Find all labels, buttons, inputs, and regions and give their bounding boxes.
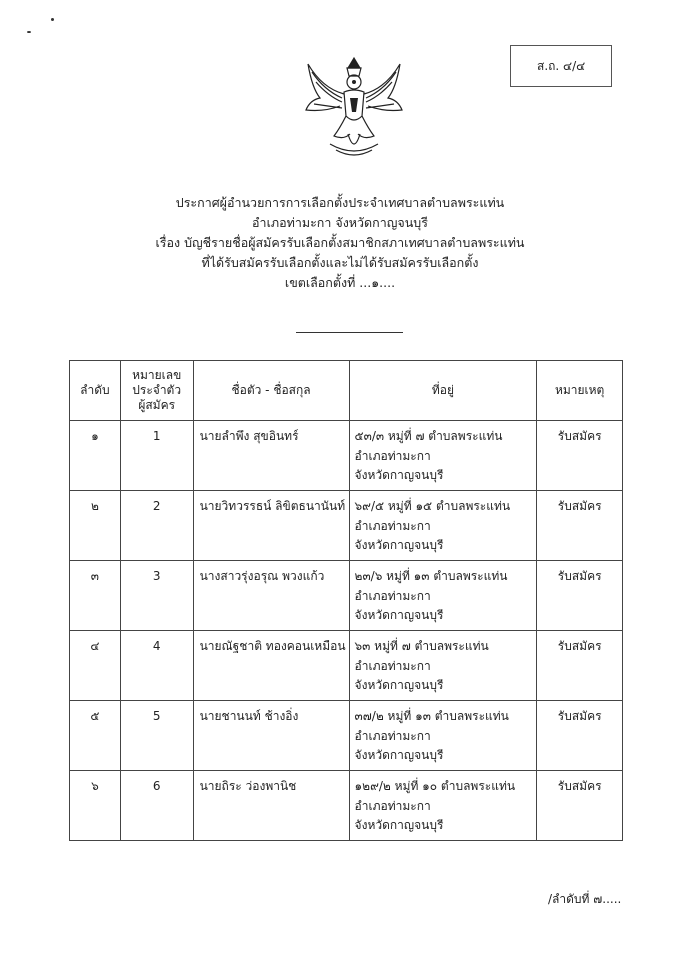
cell-number: 3 bbox=[120, 561, 193, 631]
address-line: ๓๗/๒ หมู่ที่ ๑๓ ตำบลพระแท่น bbox=[354, 709, 509, 723]
header-number-line: ประจำตัว bbox=[132, 383, 182, 397]
candidate-table bbox=[69, 360, 623, 841]
table-row bbox=[70, 491, 623, 561]
cell-order: ๓ bbox=[70, 561, 121, 631]
cell-note: รับสมัคร bbox=[537, 771, 623, 841]
garuda-emblem-icon bbox=[300, 54, 408, 162]
address-line: อำเภอท่ามะกา bbox=[354, 658, 431, 673]
table-header-row bbox=[70, 361, 623, 421]
cell-name: นางสาวรุ่งอรุณ พวงแก้ว bbox=[193, 561, 349, 631]
header-note: หมายเหตุ bbox=[537, 361, 623, 421]
cell-note: รับสมัคร bbox=[537, 631, 623, 701]
address-line: ๖๙/๕ หมู่ที่ ๑๕ ตำบลพระแท่น bbox=[354, 499, 511, 513]
header-address: ที่อยู่ bbox=[349, 361, 537, 421]
header-name: ชื่อตัว - ชื่อสกุล bbox=[193, 361, 349, 421]
cell-order: ๔ bbox=[70, 631, 121, 701]
scan-speck bbox=[51, 18, 54, 21]
cell-order: ๖ bbox=[70, 771, 121, 841]
address-line: อำเภอท่ามะกา bbox=[354, 588, 431, 603]
cell-address bbox=[349, 491, 537, 561]
address-line: อำเภอท่ามะกา bbox=[354, 448, 431, 463]
cell-note: รับสมัคร bbox=[537, 421, 623, 491]
announcement-heading bbox=[60, 193, 620, 293]
address-line: จังหวัดกาญจนบุรี bbox=[354, 818, 444, 832]
address-line: อำเภอท่ามะกา bbox=[354, 728, 431, 743]
form-code: ส.ถ. ๔/๔ bbox=[537, 58, 586, 73]
cell-number: 6 bbox=[120, 771, 193, 841]
cell-number: 2 bbox=[120, 491, 193, 561]
header-number-line: หมายเลข bbox=[132, 368, 182, 382]
cell-order: ๕ bbox=[70, 701, 121, 771]
cell-note: รับสมัคร bbox=[537, 561, 623, 631]
heading-line-5: เขตเลือกตั้งที่ ...๑.... bbox=[284, 275, 396, 290]
table-row bbox=[70, 771, 623, 841]
address-line: อำเภอท่ามะกา bbox=[354, 518, 431, 533]
cell-address bbox=[349, 631, 537, 701]
header-number-line: ผู้สมัคร bbox=[138, 398, 176, 412]
cell-order: ๒ bbox=[70, 491, 121, 561]
address-line: จังหวัดกาญจนบุรี bbox=[354, 748, 444, 762]
table-row bbox=[70, 421, 623, 491]
heading-line-2: อำเภอท่ามะกา จังหวัดกาญจนบุรี bbox=[252, 215, 428, 230]
table-row bbox=[70, 631, 623, 701]
cell-name: นายถิระ ว่องพานิช bbox=[193, 771, 349, 841]
cell-note: รับสมัคร bbox=[537, 491, 623, 561]
heading-line-4: ที่ได้รับสมัครรับเลือกตั้งและไม่ได้รับสมัครรับเลือกตั้ง bbox=[201, 255, 479, 270]
cell-address bbox=[349, 701, 537, 771]
table-row bbox=[70, 561, 623, 631]
scan-speck bbox=[27, 31, 31, 33]
cell-number: 1 bbox=[120, 421, 193, 491]
address-line: ๑๒๙/๒ หมู่ที่ ๑๐ ตำบลพระแท่น bbox=[354, 779, 516, 793]
header-number bbox=[120, 361, 193, 421]
address-line: จังหวัดกาญจนบุรี bbox=[354, 608, 444, 622]
cell-address bbox=[349, 771, 537, 841]
cell-order: ๑ bbox=[70, 421, 121, 491]
cell-number: 4 bbox=[120, 631, 193, 701]
continuation-note: /ลำดับที่ ๗..... bbox=[548, 892, 622, 906]
cell-number: 5 bbox=[120, 701, 193, 771]
address-line: อำเภอท่ามะกา bbox=[354, 798, 431, 813]
heading-line-1: ประกาศผู้อำนวยการการเลือกตั้งประจำเทศบาลตำบลพระแท่น bbox=[175, 195, 505, 210]
cell-name: นายลำพึง สุขอินทร์ bbox=[193, 421, 349, 491]
address-line: จังหวัดกาญจนบุรี bbox=[354, 468, 444, 482]
address-line: ๕๓/๓ หมู่ที่ ๗ ตำบลพระแท่น bbox=[354, 429, 503, 443]
heading-line-3: เรื่อง บัญชีรายชื่อผู้สมัครรับเลือกตั้งสมาชิกสภาเทศบาลตำบลพระแท่น bbox=[155, 235, 525, 250]
address-line: ๖๓ หมู่ที่ ๗ ตำบลพระแท่น bbox=[354, 639, 489, 653]
cell-address bbox=[349, 561, 537, 631]
cell-name: นายวิทวรรธน์ ลิขิตธนานันท์ bbox=[193, 491, 349, 561]
header-order: ลำดับ bbox=[70, 361, 121, 421]
address-line: จังหวัดกาญจนบุรี bbox=[354, 678, 444, 692]
address-line: ๒๓/๖ หมู่ที่ ๑๓ ตำบลพระแท่น bbox=[354, 569, 508, 583]
cell-note: รับสมัคร bbox=[537, 701, 623, 771]
cell-address bbox=[349, 421, 537, 491]
heading-divider bbox=[296, 332, 403, 333]
cell-name: นายชานนท์ ช้างอิ่ง bbox=[193, 701, 349, 771]
table-row bbox=[70, 701, 623, 771]
form-code-box bbox=[510, 45, 612, 87]
address-line: จังหวัดกาญจนบุรี bbox=[354, 538, 444, 552]
cell-name: นายณัฐชาติ ทองคอนเหมือน bbox=[193, 631, 349, 701]
